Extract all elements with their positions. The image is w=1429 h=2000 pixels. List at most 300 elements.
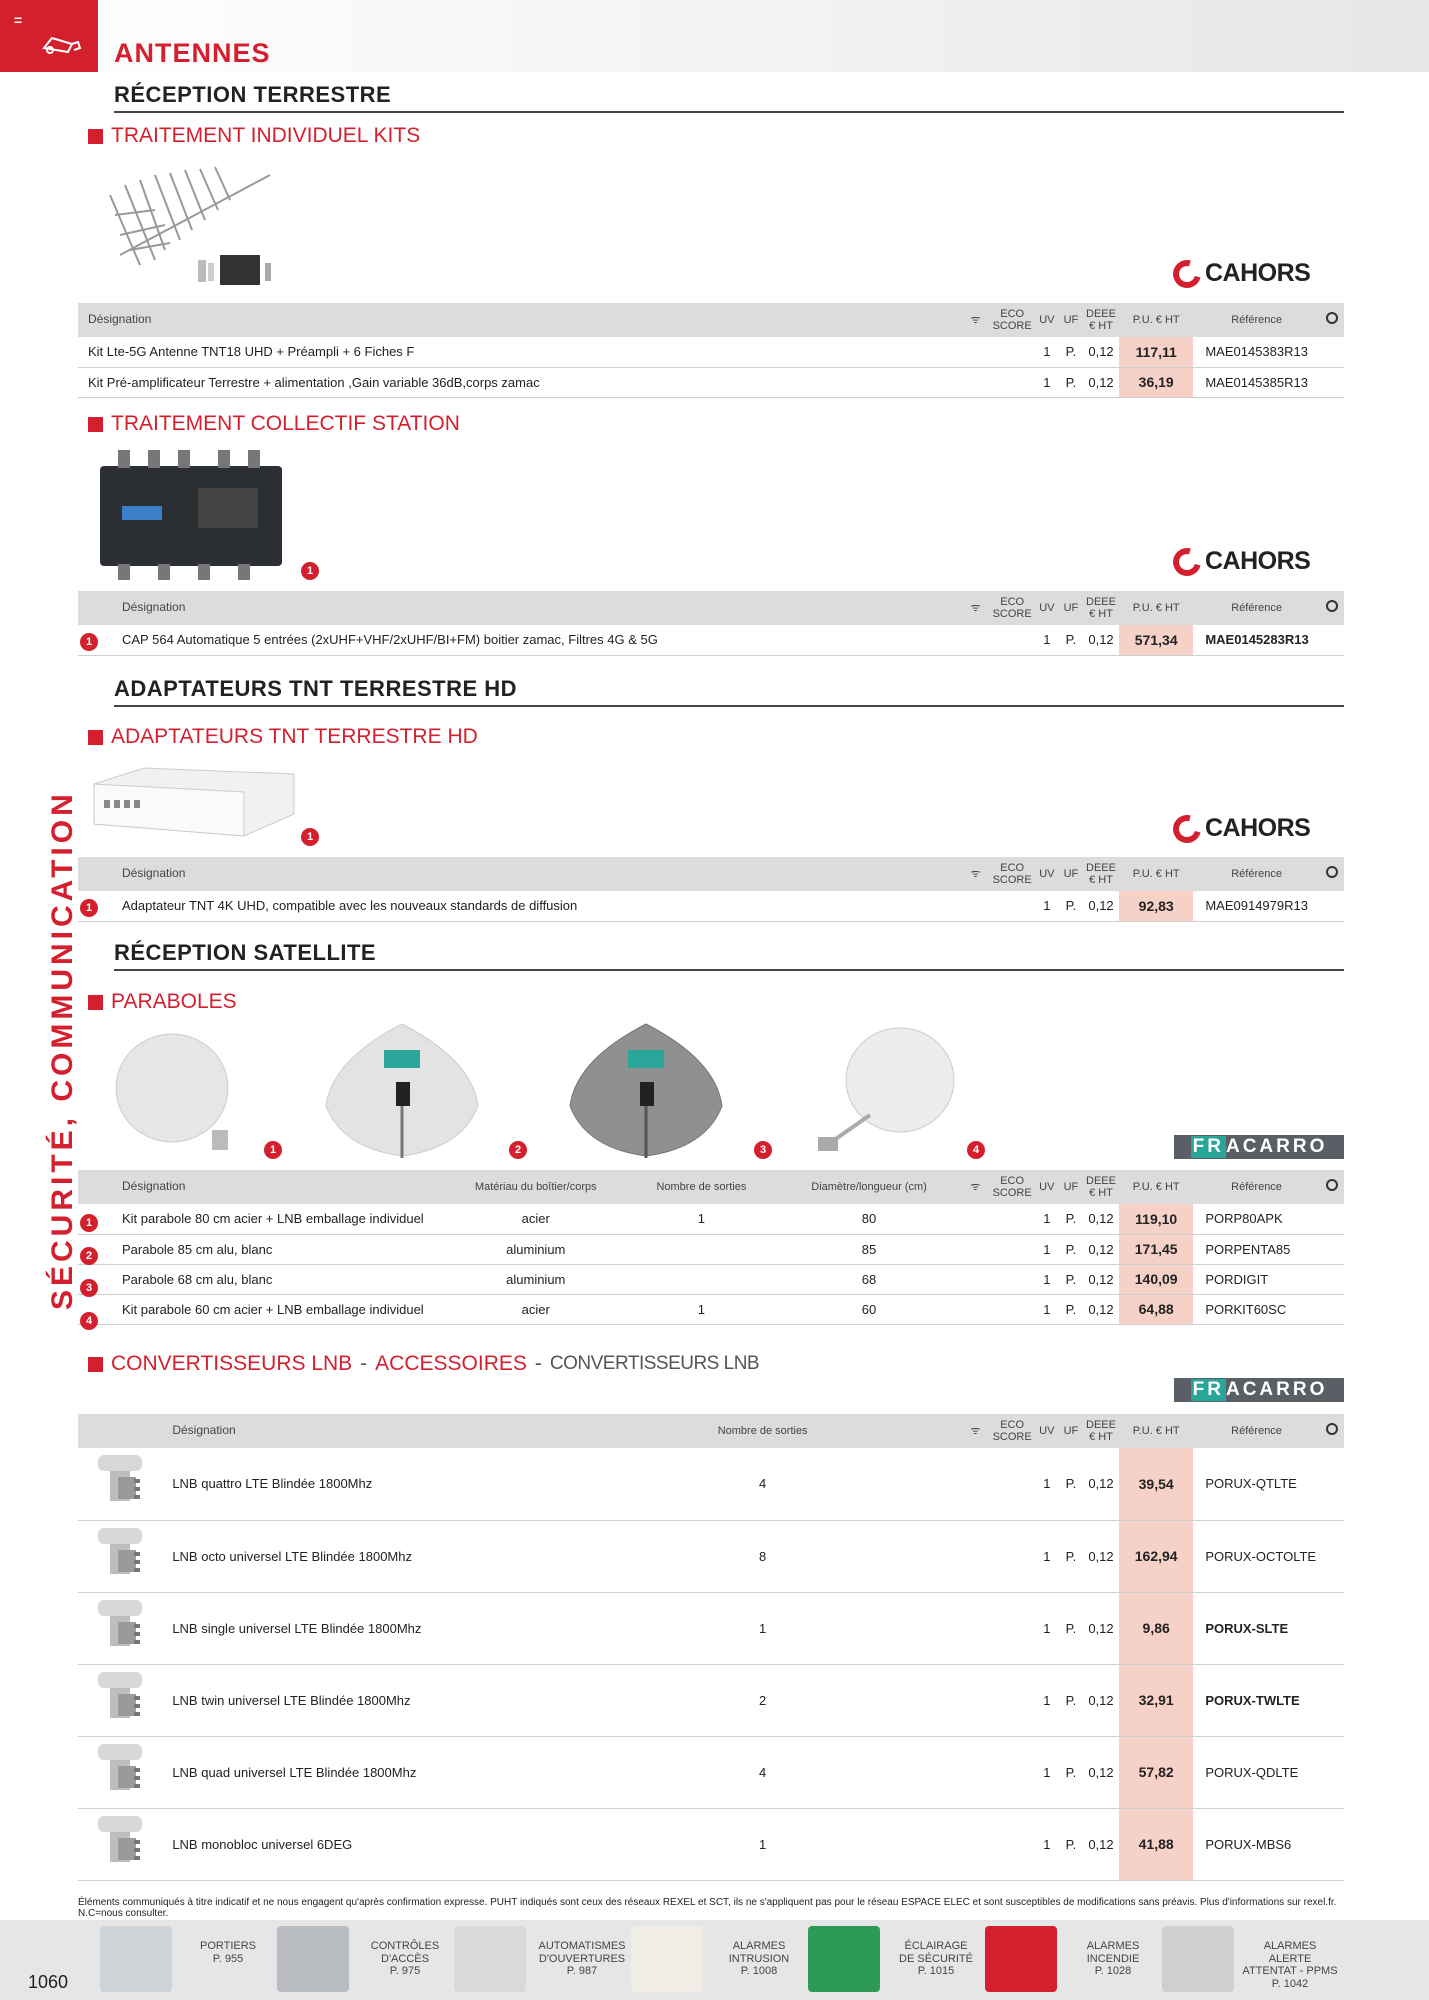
col-reference: Référence xyxy=(1231,1424,1282,1437)
uv-cell: 1 xyxy=(1035,1736,1059,1808)
price-cell: 9,86 xyxy=(1119,1592,1193,1664)
nav-link-4[interactable] xyxy=(711,1940,807,1978)
materiau-cell: acier xyxy=(445,1204,626,1234)
designation-cell: LNB octo universel LTE Blindée 1800Mhz xyxy=(162,1520,564,1592)
nav-thumbnail-2[interactable] xyxy=(277,1926,349,1992)
footer-disclaimer: Éléments communiqués à titre indicatif et ne nous engagent qu'après confirmation expresse. PUHT indiqués sont ceux des réseaux REXEL et SCT, ils ne s'appliquent pas pour le réseau ESPACE ELEC et sont susceptibles de modifications sans préavis. Plus d'informations sur rexel.fr. N.C=nous consulter. xyxy=(78,1897,1337,1919)
wifi-icon: ᯤ xyxy=(970,867,981,880)
eht-label: € HT xyxy=(1089,608,1113,620)
table-row[interactable] xyxy=(78,891,1344,921)
sort-icon[interactable] xyxy=(1320,857,1344,891)
col-deee xyxy=(1083,1170,1119,1204)
nav-thumbnail-3[interactable] xyxy=(454,1926,526,1992)
eco-cell xyxy=(989,1294,1034,1324)
materiau-cell: acier xyxy=(445,1294,626,1324)
designation-cell: Kit parabole 80 cm acier + LNB emballage individuel xyxy=(78,1204,445,1234)
deee-label: DEEE xyxy=(1086,307,1116,320)
uv-cell: 1 xyxy=(1035,367,1059,397)
deee-label: DEEE xyxy=(1086,595,1116,608)
brand-logo-cahors xyxy=(1173,547,1310,576)
col-uv: UV xyxy=(1039,601,1055,614)
eht-label: € HT xyxy=(1089,874,1113,886)
designation-cell: LNB twin universel LTE Blindée 1800Mhz xyxy=(162,1664,564,1736)
uf-cell: P. xyxy=(1059,1808,1083,1880)
square-bullet-icon xyxy=(88,129,103,144)
square-bullet-icon xyxy=(88,417,103,432)
cahors-logo-icon xyxy=(1168,809,1206,847)
col-designation: Désignation xyxy=(172,1423,236,1438)
price-cell: 41,88 xyxy=(1119,1808,1193,1880)
nav-text: P. 1008 xyxy=(740,1965,778,1978)
eht-label: € HT xyxy=(1089,320,1113,332)
reference-cell[interactable]: PORUX-TWLTE xyxy=(1193,1664,1344,1736)
reference-cell[interactable]: MAE0145385R13 xyxy=(1193,367,1344,397)
nav-text: D'ACCÈS xyxy=(381,1952,429,1965)
table-row[interactable] xyxy=(78,1294,1344,1324)
wifi-cell xyxy=(961,1736,989,1808)
col-uv: UV xyxy=(1039,867,1055,880)
subsection-label: TRAITEMENT COLLECTIF STATION xyxy=(111,412,460,435)
wifi-icon: ᯤ xyxy=(970,601,981,614)
deee-cell: 0,12 xyxy=(1083,1448,1119,1520)
nav-thumbnail-5[interactable] xyxy=(808,1926,880,1992)
col-eco xyxy=(989,1414,1034,1448)
col-uf: UF xyxy=(1063,867,1079,880)
uf-cell: P. xyxy=(1059,1294,1083,1324)
wifi-cell xyxy=(961,1204,989,1234)
deee-label: DEEE xyxy=(1086,1418,1116,1431)
designation-cell: LNB single universel LTE Blindée 1800Mhz xyxy=(162,1592,564,1664)
col-uf: UF xyxy=(1063,601,1079,614)
sort-icon[interactable] xyxy=(1320,1414,1344,1448)
table-header-row xyxy=(78,1170,1344,1204)
reference-cell[interactable]: PORUX-MBS6 xyxy=(1193,1808,1344,1880)
table-row[interactable] xyxy=(78,337,1344,367)
deee-cell: 0,12 xyxy=(1083,891,1119,921)
item-marker: 4 xyxy=(967,1141,985,1159)
subsection-label: TRAITEMENT INDIVIDUEL KITS xyxy=(111,124,421,147)
deee-cell: 0,12 xyxy=(1083,337,1119,367)
parabole-image-2 xyxy=(322,1020,482,1165)
reference-cell[interactable]: MAE0145283R13 xyxy=(1193,625,1344,655)
brand-logo-cahors xyxy=(1173,814,1310,843)
camera-icon xyxy=(40,34,82,56)
nav-text: PORTIERS xyxy=(199,1940,257,1952)
subsection-label: PARABOLES xyxy=(111,990,237,1013)
designation-cell: Parabole 68 cm alu, blanc xyxy=(78,1264,445,1294)
sorties-cell: 2 xyxy=(564,1664,962,1736)
nav-text: INCENDIE xyxy=(1086,1952,1140,1965)
nav-thumbnail-4[interactable] xyxy=(631,1926,703,1992)
row-marker: 4 xyxy=(80,1312,98,1330)
nav-text: P. 1042 xyxy=(1271,1977,1309,1990)
sorties-cell: 4 xyxy=(564,1736,962,1808)
station-table xyxy=(78,591,1344,656)
breadcrumb-current: CONVERTISSEURS LNB xyxy=(549,1353,760,1374)
lnb-thumbnail xyxy=(78,1520,162,1592)
square-bullet-icon xyxy=(88,730,103,745)
item-marker: 1 xyxy=(301,828,319,846)
materiau-cell: aluminium xyxy=(445,1234,626,1264)
table-row[interactable] xyxy=(78,1204,1344,1234)
adaptateurs-table xyxy=(78,857,1344,922)
col-reference: Référence xyxy=(1231,1180,1282,1193)
deee-cell: 0,12 xyxy=(1083,1808,1119,1880)
parabole-image-1 xyxy=(112,1030,252,1160)
col-eco xyxy=(990,591,1035,625)
eco-label: ECO xyxy=(1000,307,1025,320)
eco-cell xyxy=(989,1264,1034,1294)
section-title-satellite: RÉCEPTION SATELLITE xyxy=(114,940,1344,971)
score-label: SCORE xyxy=(992,1431,1032,1443)
subsection-adaptateurs xyxy=(88,725,478,749)
station-image xyxy=(98,448,288,588)
uv-cell: 1 xyxy=(1035,1520,1059,1592)
designation-cell: CAP 564 Automatique 5 entrées (2xUHF+VHF/2xUHF/BI+FM) boitier zamac, Filtres 4G & 5G xyxy=(78,625,961,655)
uv-cell: 1 xyxy=(1035,1808,1059,1880)
eco-cell xyxy=(989,1664,1034,1736)
page-number: 1060 xyxy=(28,1972,69,1992)
nav-text: D'OUVERTURES xyxy=(538,1952,626,1965)
square-bullet-icon xyxy=(88,995,103,1010)
subsection-kits xyxy=(88,124,420,148)
reference-cell[interactable]: PORDIGIT xyxy=(1193,1264,1344,1294)
table-header-row xyxy=(78,303,1344,337)
nav-text: P. 975 xyxy=(389,1965,421,1978)
diametre-cell: 68 xyxy=(777,1264,962,1294)
nav-text: P. 987 xyxy=(566,1965,598,1978)
sorties-cell: 4 xyxy=(564,1448,962,1520)
item-marker: 2 xyxy=(509,1141,527,1159)
brand-name: CAHORS xyxy=(1205,814,1311,842)
col-price: P.U. € HT xyxy=(1132,313,1180,326)
score-label: SCORE xyxy=(992,874,1032,886)
uf-cell: P. xyxy=(1059,625,1083,655)
score-label: SCORE xyxy=(992,608,1032,620)
brand-name-part: FR xyxy=(1192,1379,1224,1400)
menu-icon[interactable]: = xyxy=(14,12,23,28)
table-row[interactable] xyxy=(78,1736,1344,1808)
brand-name: CAHORS xyxy=(1205,547,1311,575)
col-deee xyxy=(1083,303,1119,337)
col-deee xyxy=(1083,1414,1119,1448)
reference-cell[interactable]: PORUX-SLTE xyxy=(1193,1592,1344,1664)
table-row[interactable] xyxy=(78,1234,1344,1264)
designation-cell: Kit Pré-amplificateur Terrestre + alimentation ,Gain variable 36dB,corps zamac xyxy=(78,367,961,397)
col-uf: UF xyxy=(1063,1180,1079,1193)
deee-cell: 0,12 xyxy=(1083,1234,1119,1264)
col-reference: Référence xyxy=(1231,601,1282,614)
eco-label: ECO xyxy=(1000,861,1025,874)
sorties-cell: 8 xyxy=(564,1520,962,1592)
score-label: SCORE xyxy=(992,1187,1032,1199)
nav-text: AUTOMATISMES xyxy=(538,1940,626,1952)
price-cell: 39,54 xyxy=(1119,1448,1193,1520)
page-title: ANTENNES xyxy=(114,38,271,68)
reference-cell[interactable]: PORUX-QTLTE xyxy=(1193,1448,1344,1520)
col-uf: UF xyxy=(1063,1424,1079,1437)
col-deee xyxy=(1083,857,1119,891)
brand-name-part: ACARRO xyxy=(1225,1379,1328,1400)
designation-cell: LNB quad universel LTE Blindée 1800Mhz xyxy=(162,1736,564,1808)
row-marker: 2 xyxy=(80,1247,98,1265)
eco-label: ECO xyxy=(1000,1418,1025,1431)
col-designation: Désignation xyxy=(122,600,186,615)
table-row[interactable] xyxy=(78,1448,1344,1520)
lnb-table xyxy=(78,1414,1344,1881)
category-tab[interactable] xyxy=(0,0,98,72)
col-reference: Référence xyxy=(1231,313,1282,326)
price-cell: 171,45 xyxy=(1119,1234,1193,1264)
uf-cell: P. xyxy=(1059,1592,1083,1664)
sidebar-vertical-title: SÉCURITÉ, COMMUNICATION xyxy=(46,790,79,1310)
col-designation: Désignation xyxy=(122,866,186,881)
deee-cell: 0,12 xyxy=(1083,625,1119,655)
wifi-cell xyxy=(961,1264,989,1294)
nav-link-5[interactable] xyxy=(888,1940,984,1978)
nav-link-1[interactable] xyxy=(180,1940,276,1965)
uv-cell: 1 xyxy=(1035,337,1059,367)
kits-table xyxy=(78,303,1344,398)
parabole-image-4 xyxy=(810,1025,960,1165)
uf-cell: P. xyxy=(1059,1736,1083,1808)
subsection-lnb xyxy=(88,1352,759,1376)
sorties-cell: 1 xyxy=(626,1294,777,1324)
eco-cell xyxy=(989,1808,1034,1880)
brand-name: CAHORS xyxy=(1205,259,1311,287)
col-eco xyxy=(990,303,1035,337)
deee-cell: 0,12 xyxy=(1083,1264,1119,1294)
deee-cell: 0,12 xyxy=(1083,1664,1119,1736)
materiau-cell: aluminium xyxy=(445,1264,626,1294)
uv-cell: 1 xyxy=(1035,1294,1059,1324)
table-row[interactable] xyxy=(78,1808,1344,1880)
breadcrumb-accessoires[interactable]: ACCESSOIRES xyxy=(375,1352,527,1375)
designation-cell: Adaptateur TNT 4K UHD, compatible avec les nouveaux standards de diffusion xyxy=(78,891,961,921)
designation-cell: Parabole 85 cm alu, blanc xyxy=(78,1234,445,1264)
eco-cell xyxy=(989,1736,1034,1808)
uf-cell: P. xyxy=(1059,1664,1083,1736)
cahors-logo-icon xyxy=(1168,542,1206,580)
col-uv: UV xyxy=(1039,1424,1055,1437)
eco-cell xyxy=(989,1520,1034,1592)
sort-icon[interactable] xyxy=(1320,303,1344,337)
nav-text: CONTRÔLES xyxy=(370,1940,440,1952)
lnb-thumbnail xyxy=(78,1448,162,1520)
wifi-cell xyxy=(961,1520,989,1592)
nav-link-2[interactable] xyxy=(357,1940,453,1978)
reference-cell[interactable]: PORUX-OCTOLTE xyxy=(1193,1520,1344,1592)
col-uv: UV xyxy=(1039,313,1055,326)
nav-link-7[interactable] xyxy=(1242,1940,1338,1991)
section-title-adaptateurs: ADAPTATEURS TNT TERRESTRE HD xyxy=(114,676,1344,707)
price-cell: 571,34 xyxy=(1119,625,1193,655)
lnb-thumbnail xyxy=(78,1736,162,1808)
diametre-cell: 60 xyxy=(777,1294,962,1324)
sort-icon[interactable] xyxy=(1320,591,1344,625)
uf-cell: P. xyxy=(1059,1520,1083,1592)
uv-cell: 1 xyxy=(1035,891,1059,921)
wifi-cell xyxy=(961,1592,989,1664)
breadcrumb-separator: - xyxy=(360,1352,368,1375)
sorties-cell xyxy=(626,1234,777,1264)
price-cell: 162,94 xyxy=(1119,1520,1193,1592)
table-row[interactable] xyxy=(78,1520,1344,1592)
brand-logo-cahors xyxy=(1173,259,1310,288)
nav-text: P. 955 xyxy=(212,1952,244,1965)
breadcrumb-lnb[interactable]: CONVERTISSEURS LNB xyxy=(111,1352,353,1375)
col-price: P.U. € HT xyxy=(1132,867,1180,880)
uv-cell: 1 xyxy=(1035,1592,1059,1664)
wifi-cell xyxy=(961,1808,989,1880)
price-cell: 140,09 xyxy=(1119,1264,1193,1294)
deee-cell: 0,12 xyxy=(1083,1294,1119,1324)
antenna-kit-image xyxy=(100,155,290,295)
reference-cell[interactable]: MAE0914979R13 xyxy=(1193,891,1344,921)
square-bullet-icon xyxy=(88,1357,103,1372)
eco-cell xyxy=(989,1448,1034,1520)
designation-cell: Kit Lte-5G Antenne TNT18 UHD + Préampli + 6 Fiches F xyxy=(78,337,961,367)
nav-thumbnail-7[interactable] xyxy=(1162,1926,1234,1992)
cahors-logo-icon xyxy=(1168,254,1206,292)
col-designation: Désignation xyxy=(122,1179,186,1194)
reference-cell[interactable]: PORPENTA85 xyxy=(1193,1234,1344,1264)
adaptateur-image xyxy=(84,764,304,849)
reference-cell[interactable]: PORKIT60SC xyxy=(1193,1294,1344,1324)
reference-cell[interactable]: PORP80APK xyxy=(1193,1204,1344,1234)
deee-cell: 0,12 xyxy=(1083,1520,1119,1592)
wifi-icon: ᯤ xyxy=(970,313,981,326)
nav-text: ALARMES ALERTE xyxy=(1263,1940,1317,1965)
brand-name-part: FR xyxy=(1192,1136,1224,1157)
subsection-paraboles xyxy=(88,990,237,1014)
table-header-row xyxy=(78,857,1344,891)
wifi-cell xyxy=(961,1664,989,1736)
subsection-station xyxy=(88,412,460,436)
nav-text: DE SÉCURITÉ xyxy=(899,1952,973,1965)
uf-cell: P. xyxy=(1059,1264,1083,1294)
sorties-cell: 1 xyxy=(564,1592,962,1664)
table-row[interactable] xyxy=(78,625,1344,655)
price-cell: 119,10 xyxy=(1119,1204,1193,1234)
eco-cell xyxy=(989,1234,1034,1264)
table-row[interactable] xyxy=(78,1592,1344,1664)
table-header-row xyxy=(78,591,1344,625)
section-title-reception-terrestre: RÉCEPTION TERRESTRE xyxy=(114,82,1344,113)
eco-cell xyxy=(989,1592,1034,1664)
uf-cell: P. xyxy=(1059,337,1083,367)
eht-label: € HT xyxy=(1089,1431,1113,1443)
nav-text: ATTENTAT - PPMS xyxy=(1242,1965,1338,1978)
reference-cell[interactable]: MAE0145383R13 xyxy=(1193,337,1344,367)
table-row[interactable] xyxy=(78,1664,1344,1736)
row-marker: 3 xyxy=(80,1279,98,1297)
breadcrumb-separator: - xyxy=(534,1352,542,1375)
deee-cell: 0,12 xyxy=(1083,1592,1119,1664)
lnb-thumbnail xyxy=(78,1592,162,1664)
col-eco xyxy=(990,857,1035,891)
col-price: P.U. € HT xyxy=(1132,1180,1180,1193)
col-deee xyxy=(1083,591,1119,625)
item-marker: 3 xyxy=(754,1141,772,1159)
table-row[interactable] xyxy=(78,367,1344,397)
brand-logo-fracarro xyxy=(1174,1135,1344,1159)
nav-thumbnail-1[interactable] xyxy=(100,1926,172,1992)
nav-text: INTRUSION xyxy=(728,1952,790,1965)
col-materiau: Matériau du boîtier/corps xyxy=(474,1180,597,1193)
wifi-cell xyxy=(961,1294,989,1324)
wifi-cell xyxy=(961,1234,989,1264)
nav-thumbnail-6[interactable] xyxy=(985,1926,1057,1992)
diametre-cell: 80 xyxy=(777,1204,962,1234)
uf-cell: P. xyxy=(1059,367,1083,397)
eht-label: € HT xyxy=(1089,1187,1113,1199)
deee-cell: 0,12 xyxy=(1083,367,1119,397)
uv-cell: 1 xyxy=(1035,1204,1059,1234)
uf-cell: P. xyxy=(1059,1204,1083,1234)
designation-cell: Kit parabole 60 cm acier + LNB emballage individuel xyxy=(78,1294,445,1324)
diametre-cell: 85 xyxy=(777,1234,962,1264)
row-marker: 1 xyxy=(80,633,98,651)
item-marker: 1 xyxy=(264,1141,282,1159)
uv-cell: 1 xyxy=(1035,1664,1059,1736)
lnb-thumbnail xyxy=(78,1664,162,1736)
nav-text: ÉCLAIRAGE xyxy=(904,1940,968,1952)
brand-logo-fracarro xyxy=(1174,1378,1344,1402)
col-uv: UV xyxy=(1039,1180,1055,1193)
col-uf: UF xyxy=(1063,313,1079,326)
nav-text: ALARMES xyxy=(732,1940,786,1952)
wifi-cell xyxy=(961,1448,989,1520)
nav-text: ALARMES xyxy=(1086,1940,1140,1952)
uf-cell: P. xyxy=(1059,1234,1083,1264)
eco-cell xyxy=(989,1204,1034,1234)
uv-cell: 1 xyxy=(1035,1448,1059,1520)
designation-cell: LNB quattro LTE Blindée 1800Mhz xyxy=(162,1448,564,1520)
price-cell: 64,88 xyxy=(1119,1294,1193,1324)
price-cell: 36,19 xyxy=(1119,367,1193,397)
deee-label: DEEE xyxy=(1086,1174,1116,1187)
price-cell: 117,11 xyxy=(1119,337,1193,367)
uv-cell: 1 xyxy=(1035,1264,1059,1294)
lnb-thumbnail xyxy=(78,1808,162,1880)
col-designation: Désignation xyxy=(88,312,152,327)
deee-cell: 0,12 xyxy=(1083,1204,1119,1234)
eco-label: ECO xyxy=(1000,1174,1025,1187)
sorties-cell xyxy=(626,1264,777,1294)
uv-cell: 1 xyxy=(1035,625,1059,655)
uv-cell: 1 xyxy=(1035,1234,1059,1264)
price-cell: 92,83 xyxy=(1119,891,1193,921)
nav-link-6[interactable] xyxy=(1065,1940,1161,1978)
table-row[interactable] xyxy=(78,1264,1344,1294)
sort-icon[interactable] xyxy=(1320,1170,1344,1204)
reference-cell[interactable]: PORUX-QDLTE xyxy=(1193,1736,1344,1808)
uf-cell: P. xyxy=(1059,1448,1083,1520)
col-diametre: Diamètre/longueur (cm) xyxy=(811,1180,927,1193)
paraboles-table xyxy=(78,1170,1344,1325)
wifi-icon: ᯤ xyxy=(970,1424,981,1437)
parabole-image-3 xyxy=(566,1020,726,1165)
table-header-row xyxy=(78,1414,1344,1448)
col-sorties: Nombre de sorties xyxy=(717,1424,808,1437)
brand-name-part: ACARRO xyxy=(1225,1136,1328,1157)
nav-link-3[interactable] xyxy=(534,1940,630,1978)
row-marker: 1 xyxy=(80,899,98,917)
deee-cell: 0,12 xyxy=(1083,1736,1119,1808)
subsection-label: ADAPTATEURS TNT TERRESTRE HD xyxy=(111,725,478,748)
item-marker: 1 xyxy=(301,562,319,580)
